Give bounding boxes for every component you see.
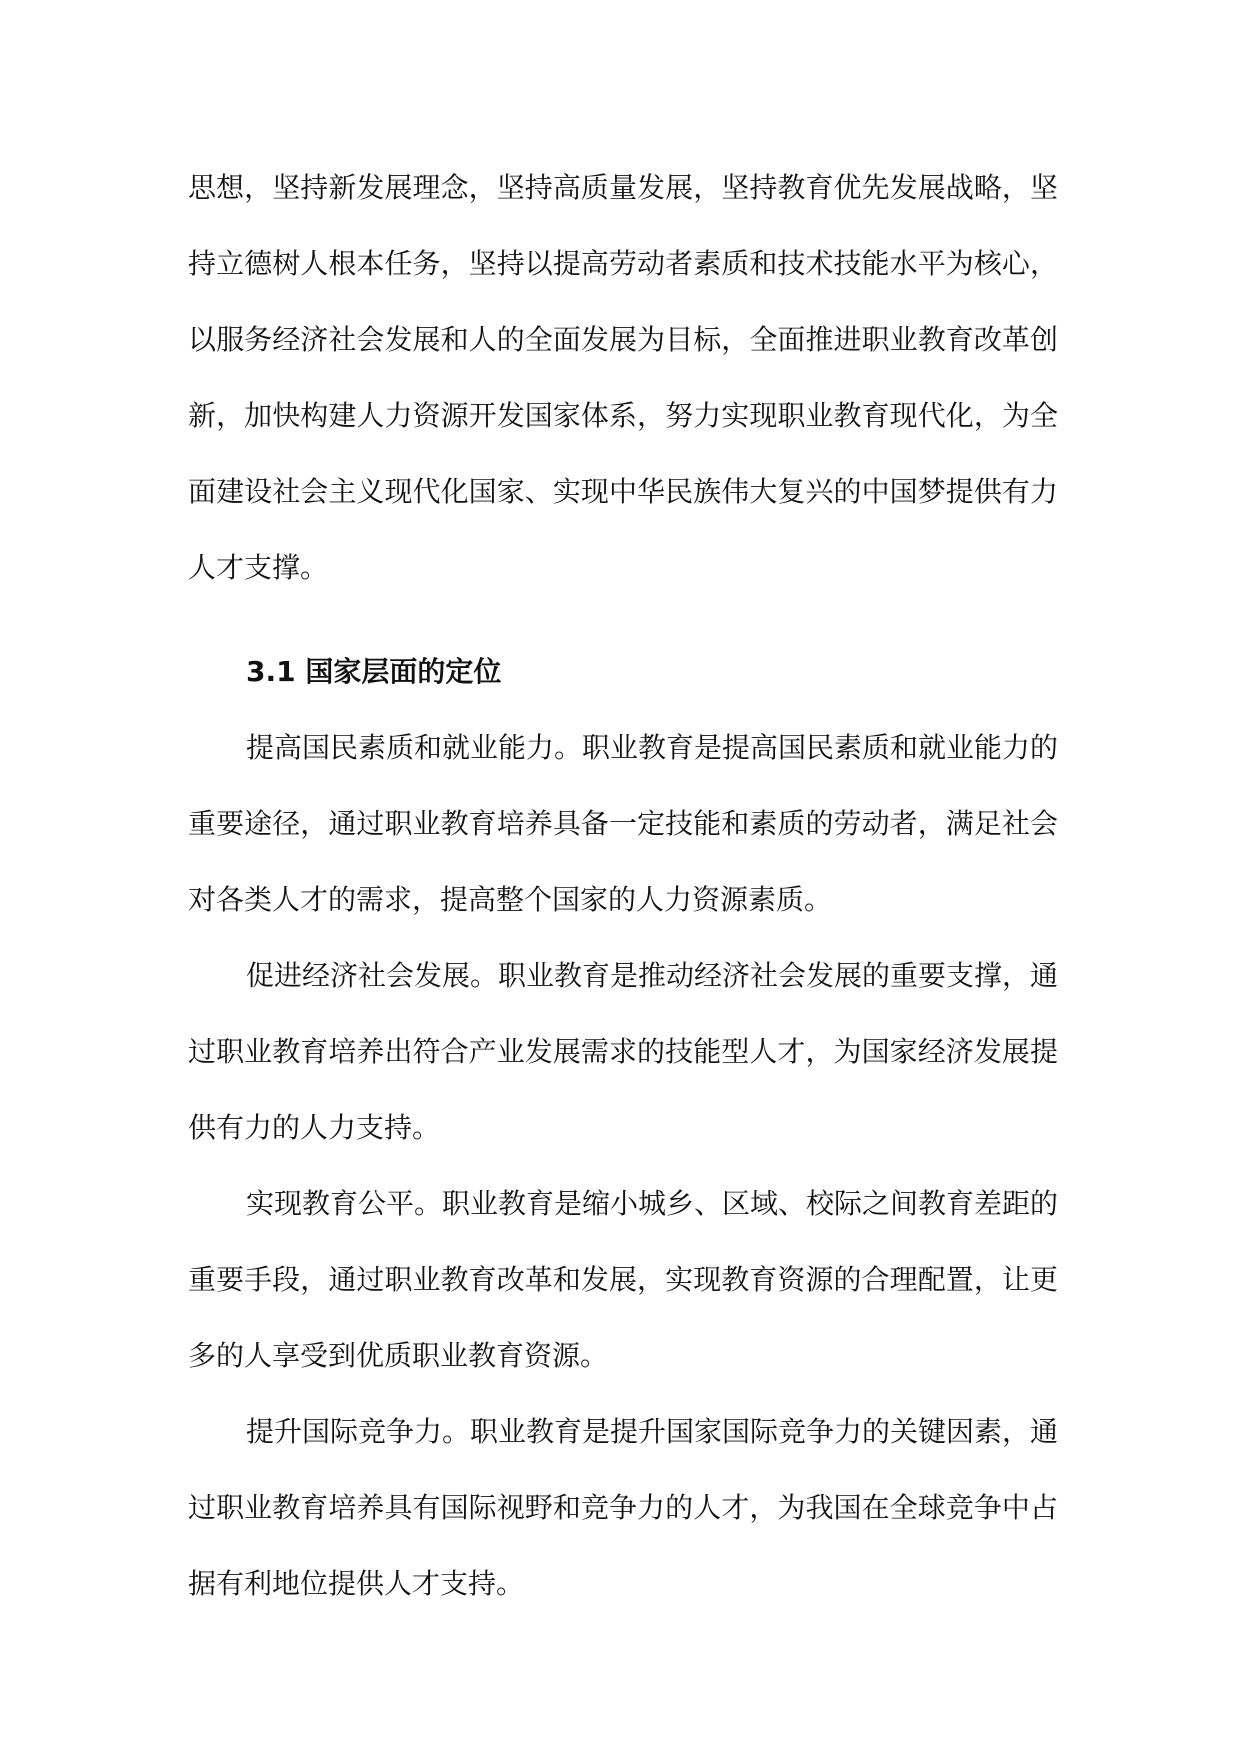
paragraph: 提升国际竞争力。职业教育是提升国家国际竞争力的关键因素，通过职业教育培养具有国际视野和竞争力的人才，为我国在全球竞争中占据有利地位提供人才支持。 bbox=[188, 1415, 1059, 1600]
paragraph: 实现教育公平。职业教育是缩小城乡、区域、校际之间教育差距的重要手段，通过职业教育改革和发展，实现教育资源的合理配置，让更多的人享受到优质职业教育资源。 bbox=[188, 1187, 1059, 1372]
paragraph: 促进经济社会发展。职业教育是推动经济社会发展的重要支撑，通过职业教育培养出符合产业发展需求的技能型人才，为国家经济发展提供有力的人力支持。 bbox=[188, 959, 1059, 1144]
paragraph-continuation: 思想，坚持新发展理念，坚持高质量发展，坚持教育优先发展战略，坚持立德树人根本任务，坚持以提高劳动者素质和技术技能水平为核心，以服务经济社会发展和人的全面发展为目标，全面推进职业教育改革创新，加快构建人力资源开发国家体系，努力实现职业教育现代化，为全面建设社会主义现代化国家、实现中华民族伟大复兴的中国梦提供有力人才支撑。 bbox=[188, 171, 1058, 584]
paragraph: 提高国民素质和就业能力。职业教育是提高国民素质和就业能力的重要途径，通过职业教育培养具备一定技能和素质的劳动者，满足社会对各类人才的需求，提高整个国家的人力资源素质。 bbox=[188, 731, 1059, 916]
section-heading: 3.1 国家层面的定位 bbox=[246, 655, 502, 688]
document-body bbox=[188, 150, 1058, 1622]
